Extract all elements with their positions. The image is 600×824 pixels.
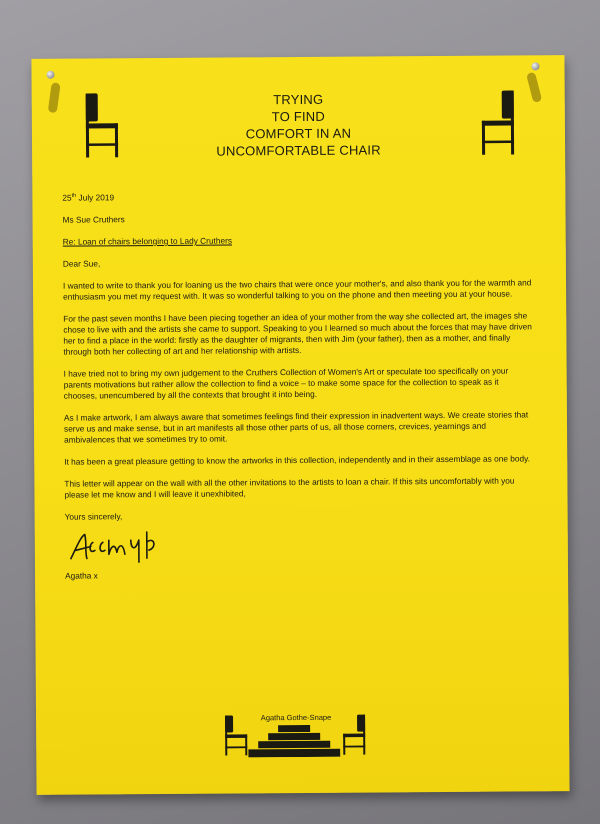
chair-icon xyxy=(478,88,518,158)
chair-icon xyxy=(223,714,249,756)
signature-graphic xyxy=(65,528,185,565)
title-line: TRYING xyxy=(273,91,324,108)
letter-signoff: Agatha x xyxy=(65,570,98,581)
letter-date xyxy=(62,189,532,203)
pin-icon xyxy=(47,71,55,79)
letter-paragraph: I have tried not to bring my own judgement to the Cruthers Collection of Women's Art or speculate too specifically on your parents motivations but rather allow the collection to find a voice – to make some space for the collection to speak as it chooses, unencumbered by all the contexts that brought it into being. xyxy=(63,365,509,401)
pin-icon xyxy=(531,62,539,70)
letter-subject: Re: Loan of chairs belonging to Lady Cruthers xyxy=(62,235,233,247)
letter-paragraph: It has been a great pleasure getting to know the artworks in this collection, independently and in their assemblage as one body. xyxy=(64,453,530,467)
title-line: COMFORT IN AN xyxy=(245,125,352,142)
date-suffix: th xyxy=(71,192,77,199)
letter-paragraph: This letter will appear on the wall with all the other invitations to the artists to loan a chair. If this sits uncomfortably with you please let me know and I will leave it unexhibited, xyxy=(64,475,515,500)
poster-title xyxy=(172,90,425,160)
letter-salutation: Dear Sue, xyxy=(62,258,101,269)
letter-closing: Yours sincerely, xyxy=(64,511,123,522)
artist-name: Agatha Gothe-Snape xyxy=(260,712,332,723)
letter-sheet xyxy=(31,55,569,795)
title-line: TO FIND xyxy=(271,108,325,125)
letter-body xyxy=(62,189,535,581)
pin-shadow xyxy=(526,72,542,103)
steps-icon xyxy=(248,725,340,758)
chair-icon xyxy=(82,91,122,161)
letter-recipient: Ms Sue Cruthers xyxy=(62,214,125,225)
letter-paragraph: I wanted to write to thank you for loaning us the two chairs that were once your mother's, and also thank you for the warmth and enthusiasm you met my request with. It was so wonderful talking to you on the phone and then meeting you at your house. xyxy=(62,277,532,302)
chair-icon xyxy=(341,714,367,756)
letter-paragraph: For the past seven months I have been piecing together an idea of your mother from the way she collected art, the images she chose to live with and the artists she came to support. Speaking to you I learned so much about the forces that may have driven her to find a place in the world: firstly as the daughter of migrants, then with Jim (your father), then as a mother, and finally through both her collecting of art and her relationship with artists. xyxy=(63,310,532,357)
pin-shadow xyxy=(48,82,61,113)
date-month-year: July 2019 xyxy=(76,192,115,203)
title-line: UNCOMFORTABLE CHAIR xyxy=(216,142,381,159)
letter-paragraph: As I make artwork, I am always aware that sometimes feelings find their expression in inadvertent ways. We create stories that serve us and make sense, but in art manifests all those other parts of us, all those corners, crevices, yearnings and ambivalences that we sometimes try to omit. xyxy=(63,409,529,445)
date-day: 25 xyxy=(62,192,72,203)
